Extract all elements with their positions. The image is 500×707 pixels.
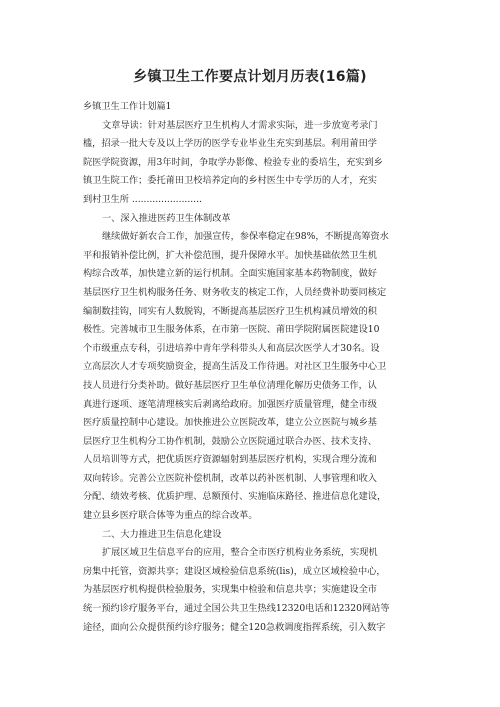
text-line: 一、深入推进医药卫生体制改革 xyxy=(102,212,231,224)
text-line: 基层医疗卫生机构服务任务、财务收支的核定工作，人员经费补助要同核定 xyxy=(83,286,387,298)
text-line: 扩展区域卫生信息平台的应用，整合全市医疗机构业务系统，实现机 xyxy=(102,547,378,559)
text-line: 房集中托管，资源共享；建设区域检验信息系统(lis)，成立区域检验中心， xyxy=(83,565,386,577)
text-line: 继续做好新农合工作，加强宣传，参保率稳定在98%，不断提高筹资水 xyxy=(102,231,389,243)
text-line: 为基层医疗机构提供检验服务，实现集中检验和信息共享；实施建设全市 xyxy=(83,584,377,596)
text-line: 分配、绩效考核、优质护理、总额预付、实施临床路径、推进信息化建设， xyxy=(83,491,387,503)
text-line: 乡镇卫生工作计划篇1 xyxy=(83,101,172,112)
text-line: 统一预约诊疗服务平台，通过全国公共卫生热线12320电话和12320网站等 xyxy=(83,603,390,615)
document-title: 乡镇卫生工作要点计划月历表(16篇) xyxy=(133,69,367,85)
text-line: 建立县乡医疗联合体等为重点的综合改革。 xyxy=(83,510,258,522)
text-line: 到村卫生所 ........................ xyxy=(83,193,202,205)
text-line: 编制数挂钩，同实有人数脱钩，不断提高基层医疗卫生机构减员增效的积 xyxy=(83,305,377,317)
text-line: 文章导读：针对基层医疗卫生机构人才需求实际，进一步放宽考录门 xyxy=(102,119,378,131)
text-line: 镇卫生院工作；委托莆田卫校培养定向的乡村医生中专学历的人才，充实 xyxy=(83,175,377,187)
text-line: 二、大力推进卫生信息化建设 xyxy=(102,528,222,540)
text-line: 个市级重点专科，引进培养中青年学科带头人和高层次医学人才30名。设 xyxy=(83,342,380,354)
text-line: 层医疗卫生机构分工协作机制，鼓励公立医院通过联合办医、技术支持、 xyxy=(83,435,377,447)
document-body xyxy=(83,98,433,637)
text-line: 双向转诊。完善公立医院补偿机制，改革以药补医机制、人事管理和收入 xyxy=(83,472,377,484)
text-line: 人员培训等方式，把优质医疗资源辐射到基层医疗机构，实现合理分流和 xyxy=(83,454,377,466)
text-line: 医疗质量控制中心建设。加快推进公立医院改革，建立公立医院与城乡基 xyxy=(83,417,377,429)
text-line: 途径，面向公众提供预约诊疗服务；健全120急救调度指挥系统，引入数字 xyxy=(83,621,386,633)
text-line: 真进行逐项、逐笔清理核实后剥离给政府。加强医疗质量管理，健全市级 xyxy=(83,398,377,410)
text-line: 极性。完善城市卫生服务体系，在市第一医院、莆田学院附属医院建设10 xyxy=(83,324,380,336)
text-line: 技人员进行分类补助。做好基层医疗卫生单位清理化解历史债务工作，认 xyxy=(83,379,377,391)
text-line: 构综合改革，加快建立新的运行机制。全面实施国家基本药物制度，做好 xyxy=(83,268,377,280)
text-line: 立高层次人才专项奖励资金，提高生活及工作待遇。对社区卫生服务中心卫 xyxy=(83,361,387,373)
text-line: 槛，招录一批大专及以上学历的医学专业毕业生充实到基层。利用莆田学 xyxy=(83,138,377,150)
text-line: 平和报销补偿比例，扩大补偿范围，提升保障水平。加快基础依然卫生机 xyxy=(83,249,377,261)
text-line: 院医学院资源，用3年时间，争取学办影像、检验专业的委培生，充实到乡 xyxy=(83,156,383,168)
